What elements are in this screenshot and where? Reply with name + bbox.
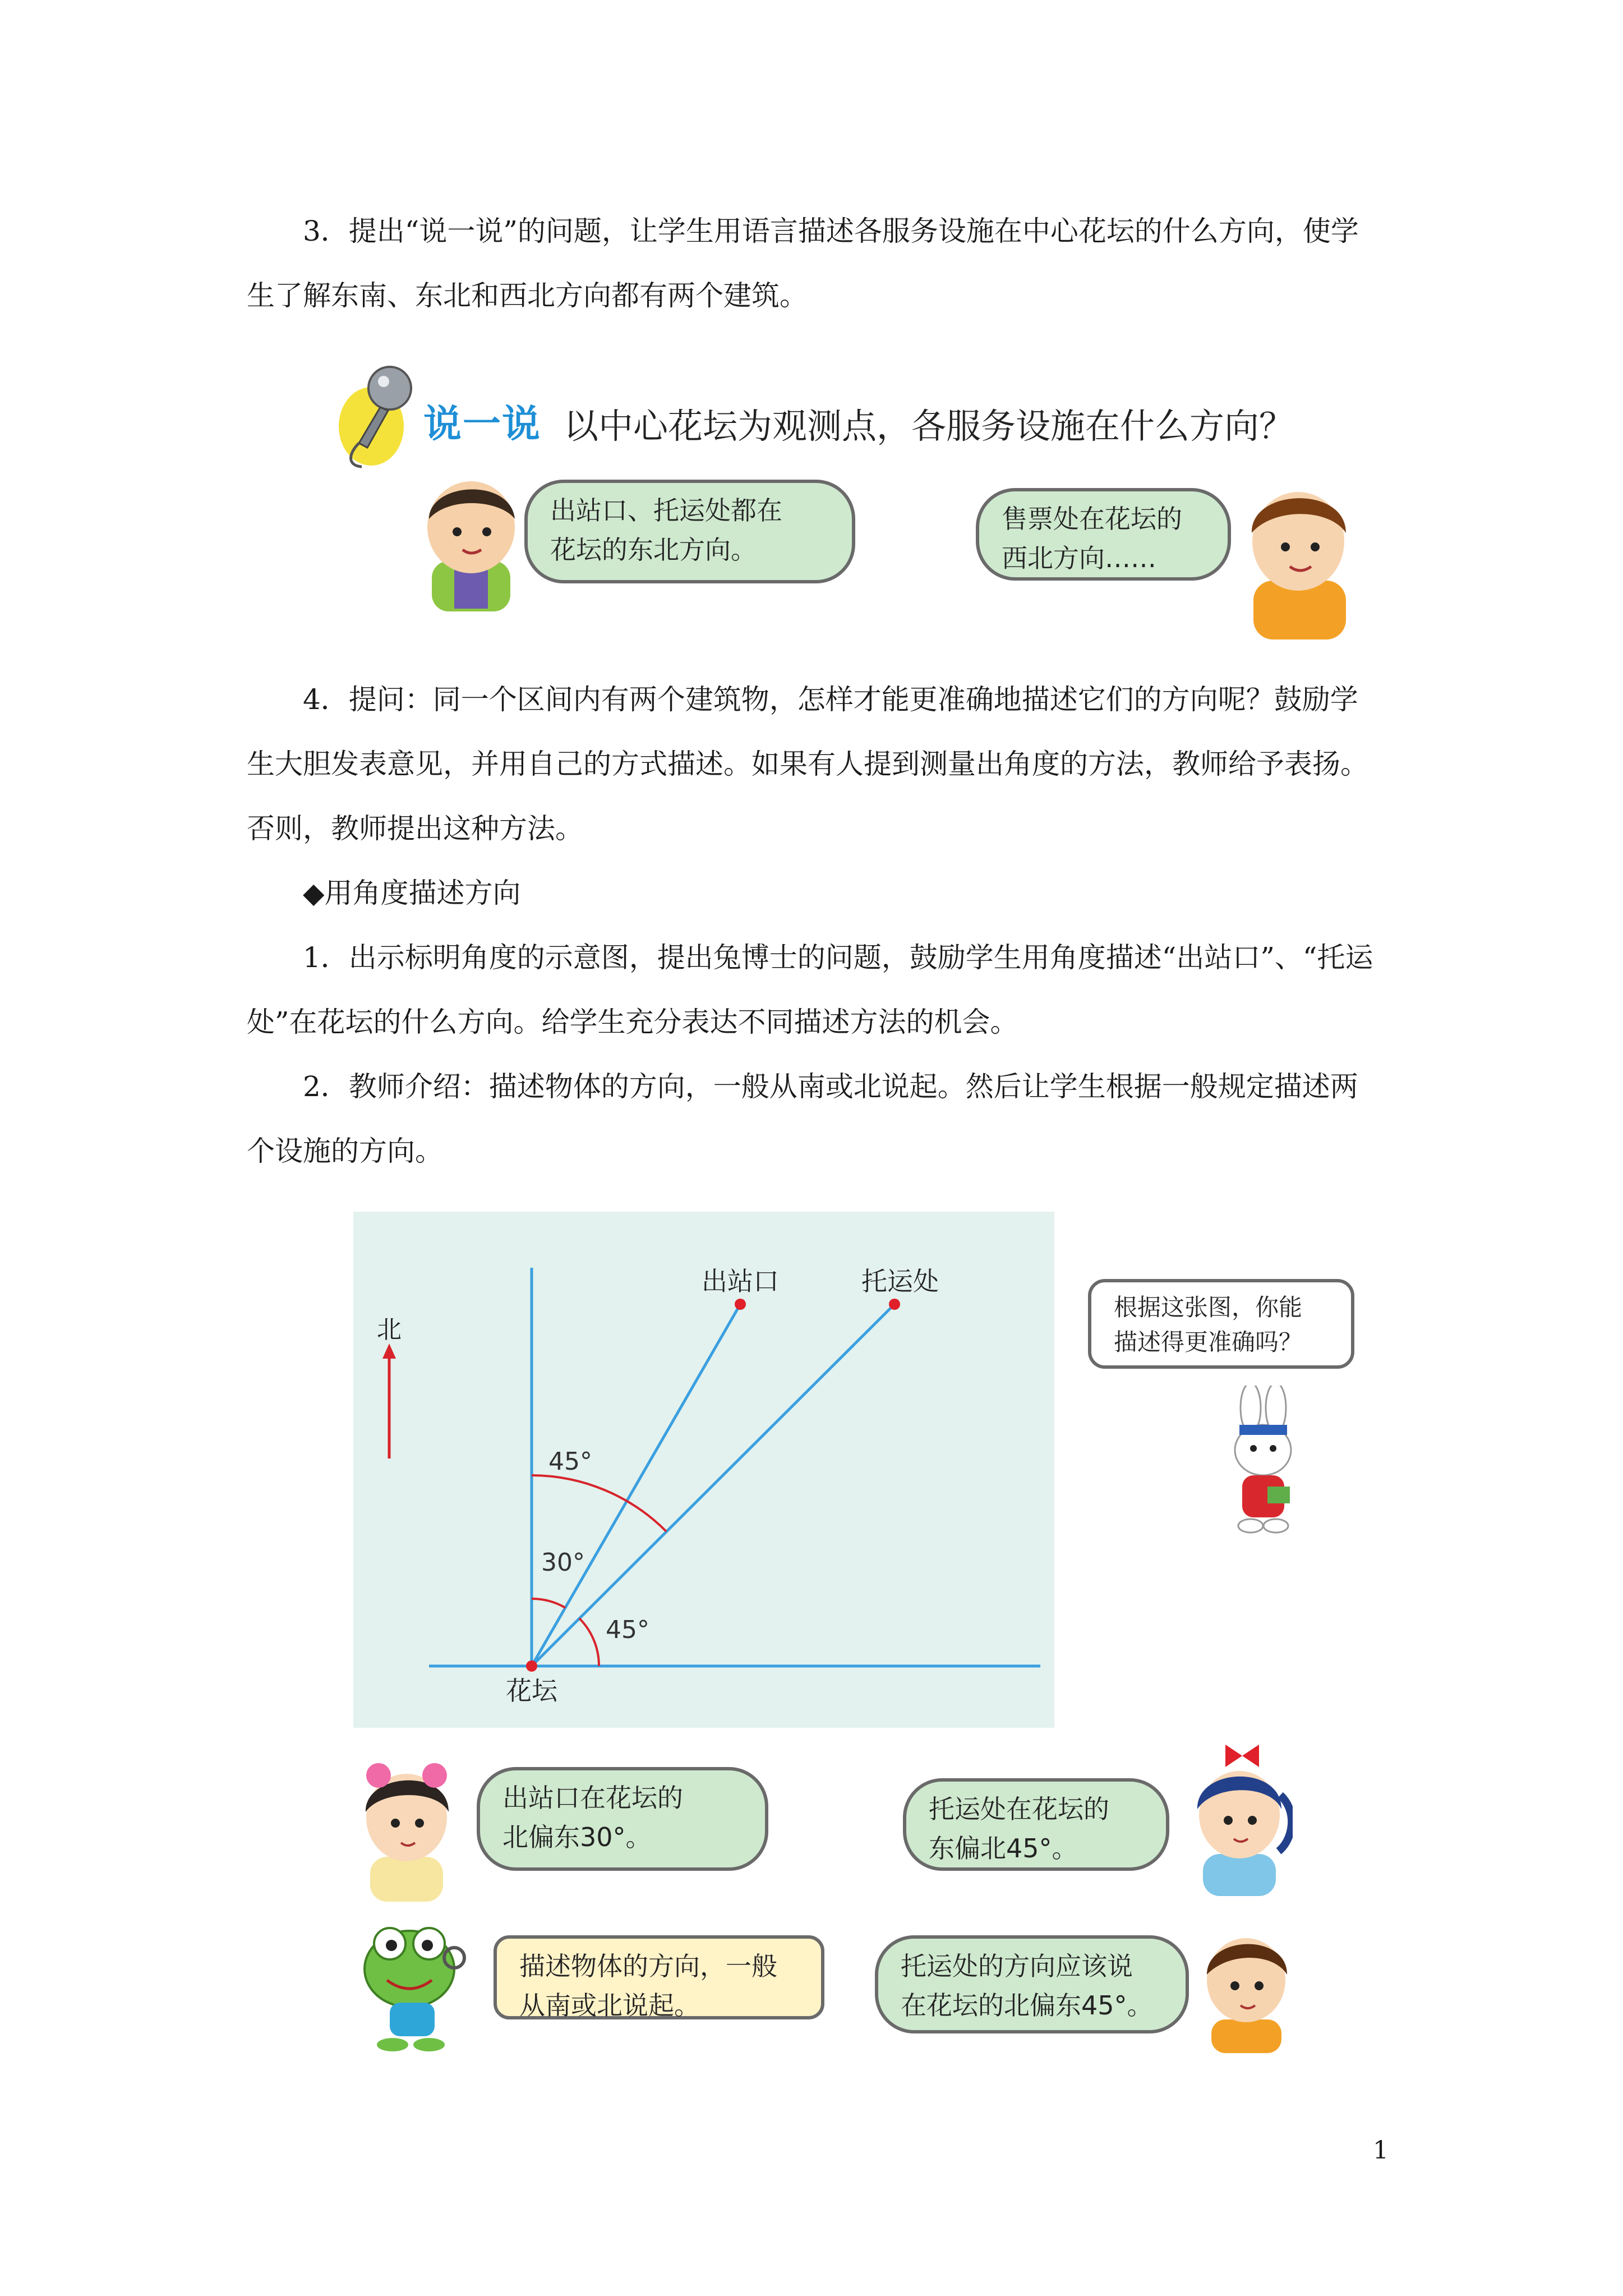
north-arrowhead-icon [382, 1343, 396, 1359]
boy-avatar-left [415, 466, 527, 611]
origin-label: 花坛 [506, 1676, 557, 1706]
rabbit-speech-bubble: 根据这张图，你能 描述得更准确吗？ [1088, 1279, 1354, 1369]
origin-point [526, 1660, 537, 1672]
north-label: 北 [377, 1315, 402, 1344]
speech-bubble-boy-right: 托运处的方向应该说 在花坛的北偏东45°。 [875, 1935, 1189, 2033]
frog-avatar [359, 1918, 471, 2053]
exit-point [735, 1299, 746, 1310]
talk-title: 说一说 [423, 402, 542, 447]
girl-avatar-left [353, 1750, 460, 1902]
talk-section-header [336, 359, 1402, 477]
direction-diagram [353, 1212, 1054, 1728]
arc-45-bottom [579, 1618, 599, 1666]
angle-label-top: 45° [548, 1447, 592, 1476]
speech-bubble-girl-right: 托运处在花坛的 东偏北45°。 [903, 1778, 1169, 1871]
boy-avatar-right [1234, 477, 1363, 639]
paragraph-angle-1: 1．出示标明角度的示意图，提出兔博士的问题，鼓励学生用角度描述“出站口”、“托运处”在花坛的什么方向。给学生充分表达不同描述方法的机会。 [247, 941, 1373, 1038]
page-number: 1 [1373, 2136, 1389, 2165]
paragraph-4: 4．提问：同一个区间内有两个建筑物，怎样才能更准确地描述它们的方向呢？鼓励学生大胆发表意见，并用自己的方式描述。如果有人提到测量出角度的方法，教师给予表扬。否则，教师提出这种方法。 [247, 683, 1368, 845]
exit-label: 出站口 [702, 1266, 779, 1296]
section-heading: ◆用角度描述方向 [303, 877, 521, 909]
speech-bubble-right: 售票处在花坛的 西北方向…… [976, 488, 1231, 581]
girl-avatar-right [1181, 1745, 1293, 1896]
angle-label-bottom: 45° [606, 1616, 649, 1644]
baggage-label: 托运处 [861, 1266, 939, 1296]
rabbit-doctor-avatar [1211, 1386, 1312, 1537]
ray-baggage [532, 1304, 895, 1666]
microphone-icon [336, 359, 426, 477]
ray-exit [532, 1304, 740, 1666]
speech-bubble-left: 出站口、托运处都在 花坛的东北方向。 [524, 480, 855, 583]
paragraph-3: 3．提出“说一说”的问题，让学生用语言描述各服务设施在中心花坛的什么方向，使学生了解东南、东北和西北方向都有两个建筑。 [247, 215, 1359, 312]
speech-bubble-frog: 描述物体的方向，一般 从南或北说起。 [494, 1935, 824, 2019]
arc-45-top [532, 1475, 666, 1531]
arc-30 [532, 1599, 565, 1608]
paragraph-angle-2: 2．教师介绍：描述物体的方向，一般从南或北说起。然后让学生根据一般规定描述两个设施的方向。 [247, 1070, 1358, 1167]
angle-label-middle: 30° [541, 1548, 585, 1577]
boy-avatar-bottom-right [1195, 1924, 1295, 2053]
talk-question: 以中心花坛为观测点，各服务设施在什么方向？ [564, 406, 1294, 447]
baggage-point [889, 1299, 900, 1310]
speech-bubble-girl-left: 出站口在花坛的 北偏东30°。 [477, 1767, 768, 1871]
